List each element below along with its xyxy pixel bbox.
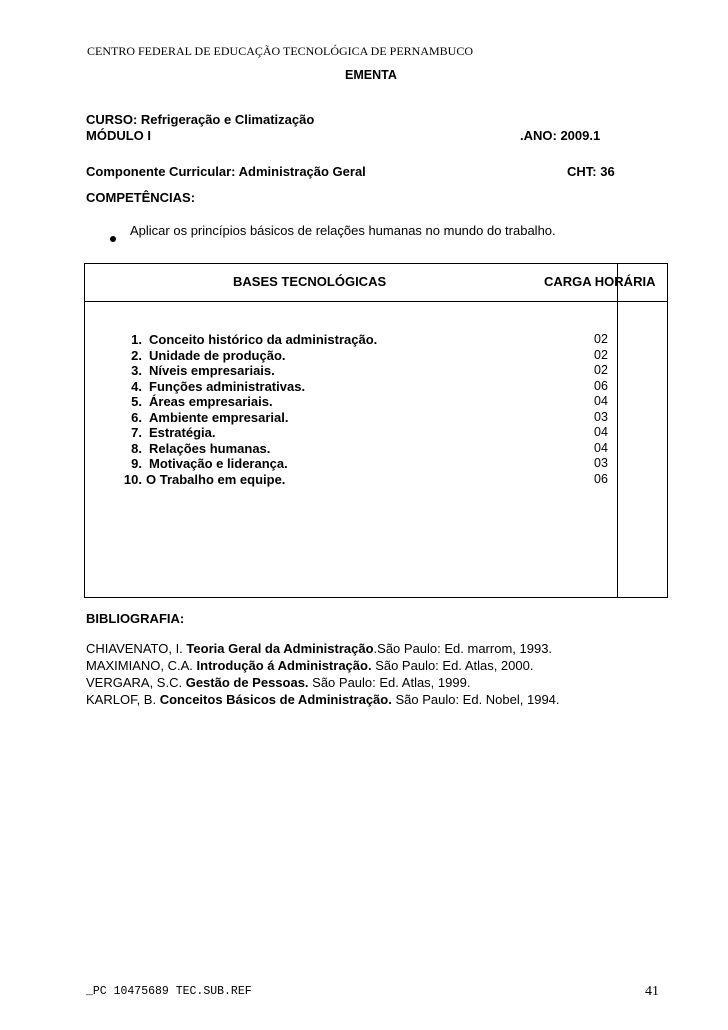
column-divider [617, 264, 618, 597]
bases-header: BASES TECNOLÓGICAS [233, 274, 387, 289]
reference-publisher: .São Paulo: Ed. marrom, 1993. [373, 641, 553, 656]
reference-author: CHIAVENATO, I. [86, 641, 187, 656]
topic-number: 2. [131, 347, 142, 363]
reference-author: VERGARA, S.C. [86, 675, 186, 690]
year-label: .ANO: 2009.1 [520, 128, 601, 143]
reference-title: Conceitos Básicos de Administração. [159, 692, 392, 707]
topic-hours: 02 [594, 332, 608, 346]
topic-text: Motivação e liderança. [149, 456, 288, 471]
topic-hours: 02 [594, 363, 608, 377]
reference-publisher: São Paulo: Ed. Nobel, 1994. [391, 692, 560, 707]
topic-number: 8. [131, 440, 142, 456]
reference-item [86, 658, 533, 673]
topic-text: Estratégia. [149, 425, 216, 440]
reference-title: Gestão de Pessoas. [185, 675, 309, 690]
bibliography-heading: BIBLIOGRAFIA: [86, 611, 185, 626]
reference-publisher: São Paulo: Ed. Atlas, 1999. [308, 675, 471, 690]
reference-publisher: São Paulo: Ed. Atlas, 2000. [371, 658, 534, 673]
module-label: MÓDULO I [86, 128, 151, 143]
topic-hours: 06 [594, 471, 608, 486]
topic-text: Funções administrativas. [149, 378, 306, 394]
topic-text: Níveis empresariais. [149, 363, 275, 378]
topic-number: 3. [131, 363, 142, 378]
course-name: CURSO: Refrigeração e Climatização [86, 112, 315, 127]
curricular-component: Componente Curricular: Administração Geral [86, 164, 366, 179]
topic-number: 4. [131, 378, 142, 394]
topic-text: Ambiente empresarial. [149, 409, 289, 425]
reference-author: KARLOF, B. [86, 692, 160, 707]
reference-title: Teoria Geral da Administração [186, 641, 374, 656]
reference-item [86, 641, 552, 656]
topic-number: 7. [131, 425, 142, 440]
topic-text: O Trabalho em equipe. [146, 471, 286, 487]
competency-item: Aplicar os princípios básicos de relações humanas no mundo do trabalho. [130, 223, 556, 238]
topic-number: 1. [131, 332, 142, 347]
topic-hours: 03 [594, 456, 608, 470]
total-hours: CHT: 36 [567, 164, 615, 179]
header-divider [85, 301, 667, 302]
page-title: EMENTA [345, 68, 397, 82]
hours-header: CARGA HORÁRIA [544, 274, 656, 289]
topic-number: 6. [131, 409, 142, 425]
topic-number: 5. [131, 394, 142, 409]
reference-author: MAXIMIANO, C.A. [86, 658, 197, 673]
competencies-heading: COMPETÊNCIAS: [86, 190, 196, 205]
topic-hours: 04 [594, 425, 608, 439]
topic-hours: 04 [594, 394, 608, 408]
reference-item [86, 692, 560, 707]
topic-hours: 06 [594, 378, 608, 393]
topic-text: Relações humanas. [149, 440, 271, 456]
topic-text: Unidade de produção. [149, 347, 286, 363]
topic-number: 10. [123, 471, 142, 487]
bullet-icon [110, 229, 116, 247]
topic-hours: 03 [594, 409, 608, 424]
topic-number: 9. [131, 456, 142, 471]
institution-header: CENTRO FEDERAL DE EDUCAÇÃO TECNOLÓGICA DE PERNAMBUCO [87, 44, 474, 58]
topic-hours: 04 [594, 440, 608, 455]
topic-text: Conceito histórico da administração. [149, 332, 378, 347]
reference-title: Introdução á Administração. [196, 658, 372, 673]
document-code: _PC 10475689 TEC.SUB.REF [86, 985, 252, 998]
reference-item [86, 675, 470, 690]
topic-text: Áreas empresariais. [149, 394, 273, 409]
topic-hours: 02 [594, 347, 608, 362]
page-number: 41 [645, 984, 659, 999]
